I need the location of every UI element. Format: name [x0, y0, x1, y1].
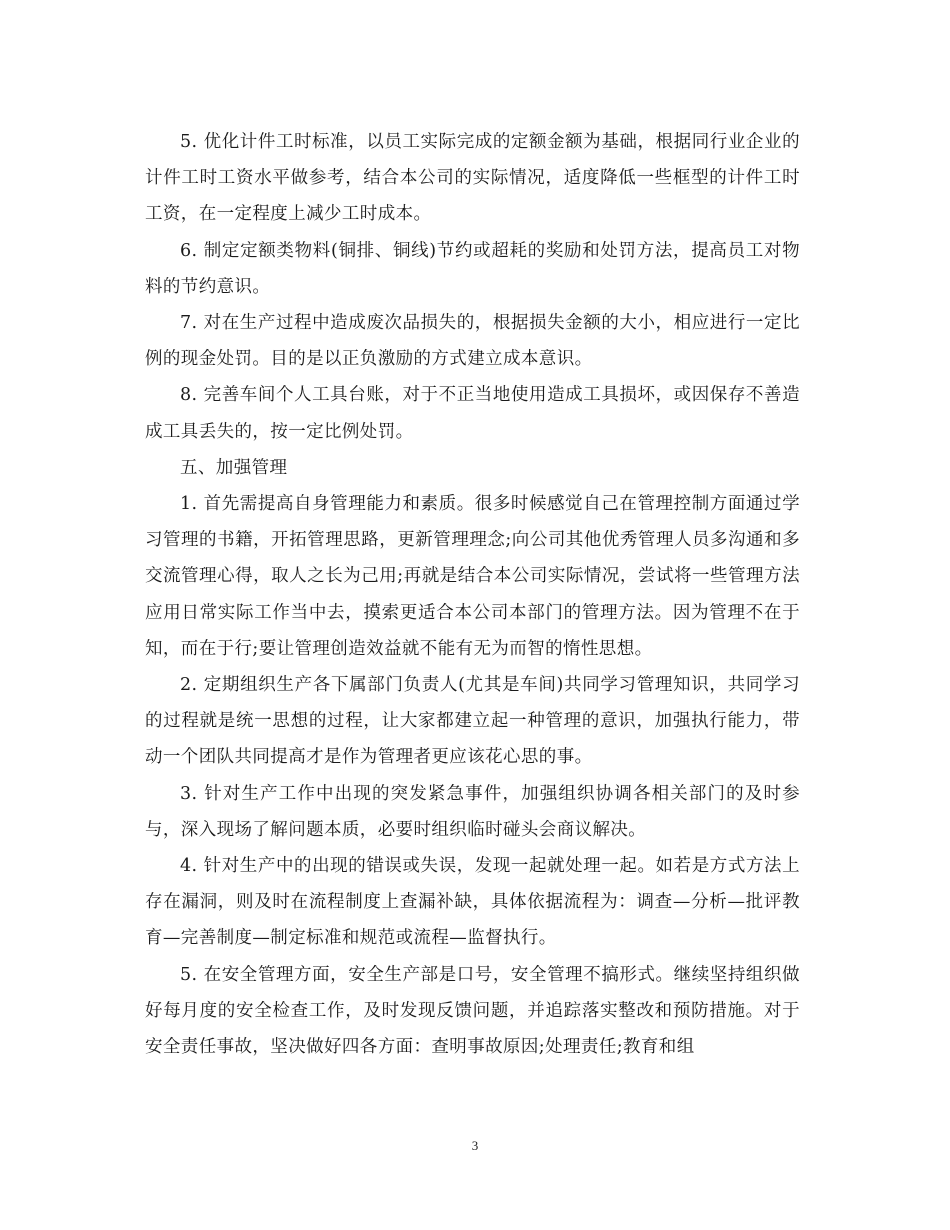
document-body: [145, 124, 800, 1065]
paragraph-item-6-materials: 6. 制定定额类物料(铜排、铜线)节约或超耗的奖励和处罚方法，提高员工对物料的节约意识。: [145, 240, 800, 297]
paragraph-item-1-self-improvement: 1. 首先需提高自身管理能力和素质。很多时候感觉自己在管理控制方面通过学习管理的书籍，开拓管理思路，更新管理理念;向公司其他优秀管理人员多沟通和多交流管理心得，取人之长为己用;再就是结合本公司实际情况，尝试将一些管理方法应用日常实际工作当中去，摸索更适合本公司本部门的管理方法。因为管理不在于知，而在于行;要让管理创造效益就不能有无为而智的惰性思想。: [145, 494, 800, 659]
paragraph-item-2-team-learning: 2. 定期组织生产各下属部门负责人(尤其是车间)共同学习管理知识，共同学习的过程就是统一思想的过程，让大家都建立起一种管理的意识，加强执行能力，带动一个团队共同提高才是作为管理者更应该花心思的事。: [145, 675, 800, 768]
section-heading-strengthen-management: 五、加强管理: [180, 457, 288, 478]
paragraph-item-5-piecework: 5. 优化计件工时标准，以员工实际完成的定额金额为基础，根据同行业企业的计件工时工资水平做参考，结合本公司的实际情况，适度降低一些框型的计件工时工资，在一定程度上减少工时成本。: [145, 132, 800, 225]
paragraph-item-3-emergency-handling: 3. 针对生产工作中出现的突发紧急事件，加强组织协调各相关部门的及时参与，深入现场了解问题本质，必要时组织临时碰头会商议解决。: [145, 783, 800, 840]
page-number: 3: [471, 1138, 479, 1153]
paragraph-item-4-error-handling: 4. 针对生产中的出现的错误或失误，发现一起就处理一起。如若是方式方法上存在漏洞，则及时在流程制度上查漏补缺，具体依据流程为：调查—分析—批评教育—完善制度—制定标准和规范或流程—监督执行。: [145, 856, 800, 949]
paragraph-item-8-tool-ledger: 8. 完善车间个人工具台账，对于不正当地使用造成工具损坏，或因保存不善造成工具丢失的，按一定比例处罚。: [145, 385, 800, 442]
paragraph-item-5-safety-management: 5. 在安全管理方面，安全生产部是口号，安全管理不搞形式。继续坚持组织做好每月度的安全检查工作，及时发现反馈问题，并追踪落实整改和预防措施。对于安全责任事故，坚决做好四各方面：查明事故原因;处理责任;教育和组: [145, 964, 800, 1058]
paragraph-item-7-scrap-penalty: 7. 对在生产过程中造成废次品损失的，根据损失金额的大小，相应进行一定比例的现金处罚。目的是以正负激励的方式建立成本意识。: [145, 313, 800, 370]
